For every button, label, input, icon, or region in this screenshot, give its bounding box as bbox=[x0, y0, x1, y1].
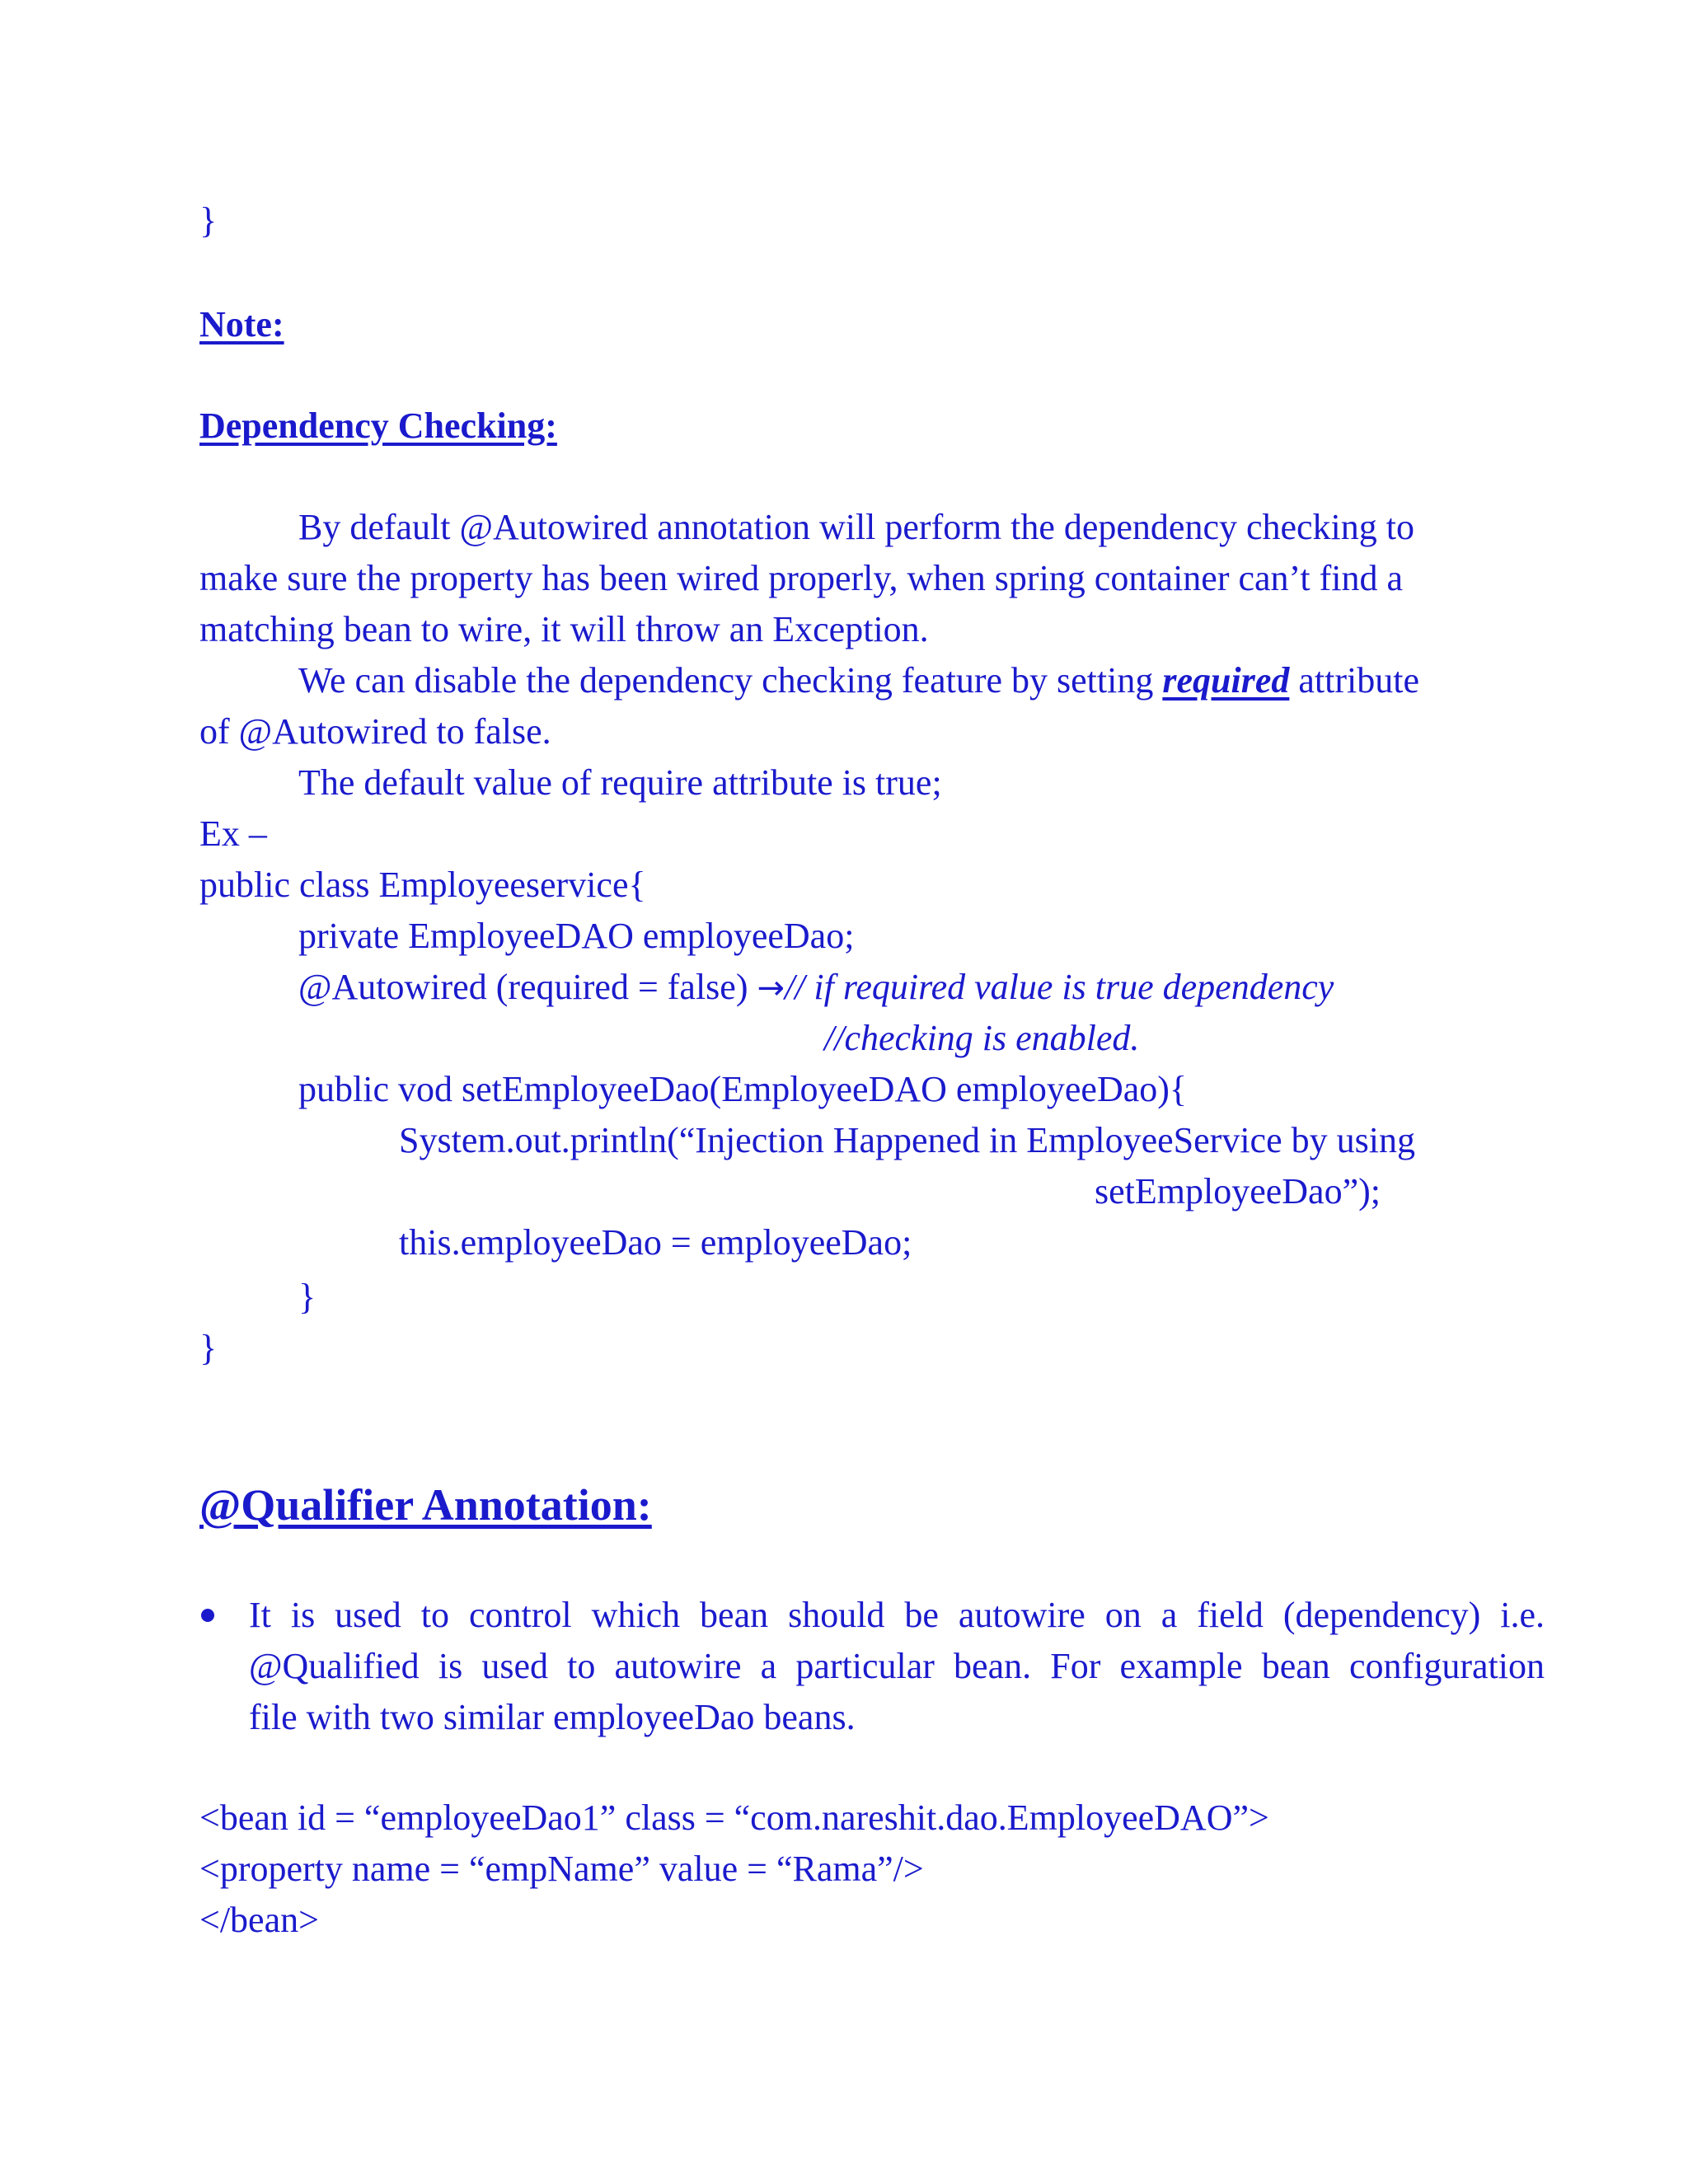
code-line-class-close: } bbox=[199, 1328, 218, 1368]
arrow-icon: → bbox=[757, 969, 785, 1007]
code-line-println: System.out.println(“Injection Happened in EmployeeService by using bbox=[399, 1120, 1415, 1160]
xml-bean-close: </bean> bbox=[199, 1900, 319, 1940]
bullet-line-3: file with two similar employeeDao beans. bbox=[249, 1697, 856, 1737]
bullet-line-1: It is used to control which bean should be autowire on a field (dependency) i.e. bbox=[249, 1595, 1545, 1635]
paragraph-1-line-3: matching bean to wire, it will throw an Exception. bbox=[199, 609, 929, 649]
code-line-class: public class Employeeservice{ bbox=[199, 865, 646, 905]
code-comment-continued: //checking is enabled. bbox=[824, 1018, 1140, 1058]
autowired-annotation: @Autowired (required = false) bbox=[298, 967, 757, 1007]
code-line-autowired bbox=[298, 966, 1334, 1010]
paragraph-2-text: We can disable the dependency checking feature by setting bbox=[298, 660, 1163, 701]
xml-property: <property name = “empName” value = “Rama”/> bbox=[199, 1849, 924, 1889]
note-heading: Note: bbox=[199, 304, 284, 344]
example-label: Ex – bbox=[199, 813, 267, 854]
bullet-line-2: @Qualified is used to autowire a particular bean. For example bean configuration bbox=[249, 1646, 1545, 1686]
code-line-println-continued: setEmployeeDao”); bbox=[1095, 1171, 1381, 1212]
code-comment: // if required value is true dependency bbox=[784, 967, 1334, 1007]
paragraph-3: The default value of require attribute is true; bbox=[298, 762, 942, 803]
paragraph-1-line-1: By default @Autowired annotation will perform the dependency checking to bbox=[298, 507, 1415, 547]
paragraph-2-line-2: of @Autowired to false. bbox=[199, 711, 551, 752]
dependency-checking-heading: Dependency Checking: bbox=[199, 405, 557, 446]
closing-brace: } bbox=[199, 200, 218, 241]
paragraph-2-text-end: attribute bbox=[1289, 660, 1419, 701]
qualifier-heading: @Qualifier Annotation: bbox=[199, 1480, 652, 1530]
code-line-field: private EmployeeDAO employeeDao; bbox=[298, 916, 855, 956]
xml-bean-open: <bean id = “employeeDao1” class = “com.nareshit.dao.EmployeeDAO”> bbox=[199, 1797, 1269, 1838]
code-line-assignment: this.employeeDao = employeeDao; bbox=[399, 1222, 912, 1263]
required-keyword: required bbox=[1162, 660, 1290, 701]
code-line-setter: public vod setEmployeeDao(EmployeeDAO employeeDao){ bbox=[298, 1069, 1188, 1109]
bullet-icon bbox=[201, 1609, 214, 1622]
paragraph-2-line-1 bbox=[298, 659, 1419, 702]
paragraph-1-line-2: make sure the property has been wired properly, when spring container can’t find a bbox=[199, 558, 1404, 598]
code-line-method-close: } bbox=[298, 1277, 316, 1317]
